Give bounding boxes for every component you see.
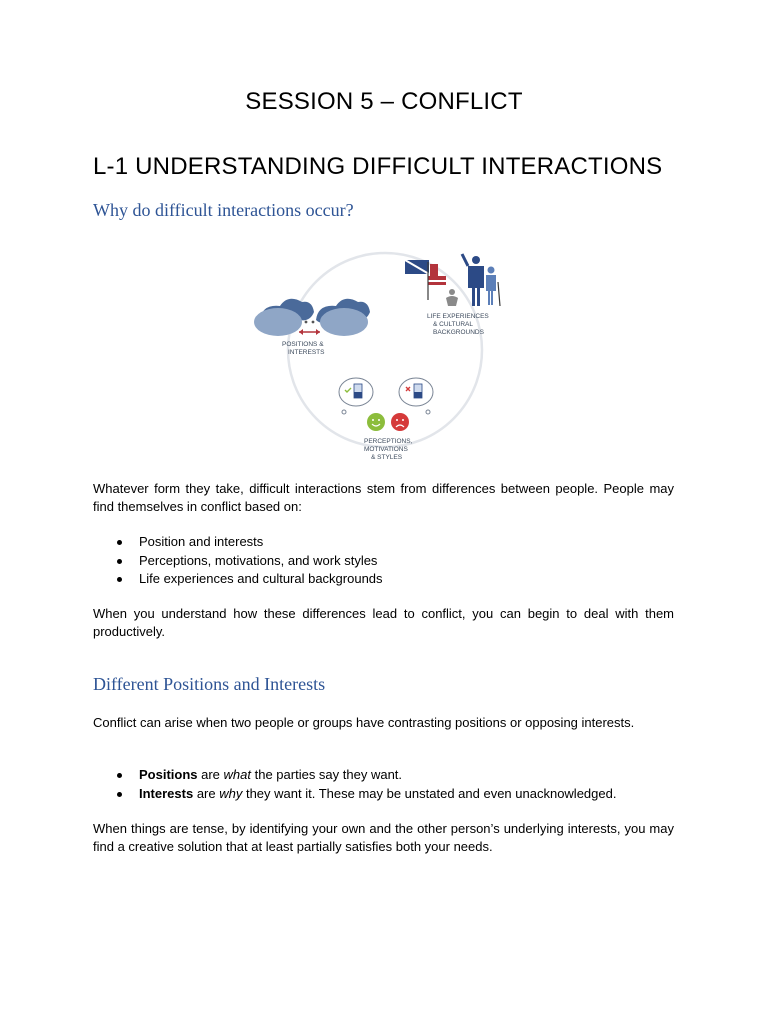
perceptions-label-2: MOTIVATIONS	[364, 446, 408, 453]
section-heading-positions: Different Positions and Interests	[93, 674, 326, 694]
life-label-3: BACKGROUNDS	[433, 329, 484, 336]
life-label-1: LIFE EXPERIENCES	[427, 313, 489, 320]
intro-paragraph: Whatever form they take, difficult interactions stem from differences between people. People may find themselves in conflict based on:	[93, 481, 674, 514]
positions-label-1: POSITIONS &	[282, 341, 324, 348]
term: Positions	[139, 767, 198, 782]
closing-paragraph: When you understand how these differences lead to conflict, you can begin to deal with them productively.	[93, 606, 674, 639]
list-item: Position and interests	[93, 533, 383, 552]
list-item: Interests are why they want it. These may be unstated and even unacknowledged.	[93, 785, 616, 804]
list-item: Life experiences and cultural backgrounds	[93, 570, 383, 589]
session-title: SESSION 5 – CONFLICT	[245, 88, 523, 115]
solution-paragraph: When things are tense, by identifying your own and the other person’s underlying interests, you may find a creative solution that at least partially satisfies both your needs.	[93, 821, 674, 854]
perceptions-label-1: PERCEPTIONS,	[364, 438, 413, 445]
difficult-interactions-diagram	[240, 242, 530, 462]
causes-list	[93, 533, 383, 589]
lesson-title: L-1 UNDERSTANDING DIFFICULT INTERACTIONS	[93, 153, 663, 180]
conflict-paragraph: Conflict can arise when two people or groups have contrasting positions or opposing interests.	[93, 715, 635, 730]
list-item: Positions are what the parties say they want.	[93, 766, 616, 785]
life-label-2: & CULTURAL	[433, 321, 473, 328]
perceptions-label-3: & STYLES	[371, 454, 403, 461]
term: Interests	[139, 785, 194, 801]
perceptions-icon	[339, 378, 433, 431]
positions-label-2: INTERESTS	[288, 349, 325, 356]
positions-interests-icon	[254, 299, 370, 336]
section-heading-why: Why do difficult interactions occur?	[93, 200, 354, 220]
definitions-list	[93, 766, 616, 803]
list-item: Perceptions, motivations, and work styles	[93, 552, 383, 571]
